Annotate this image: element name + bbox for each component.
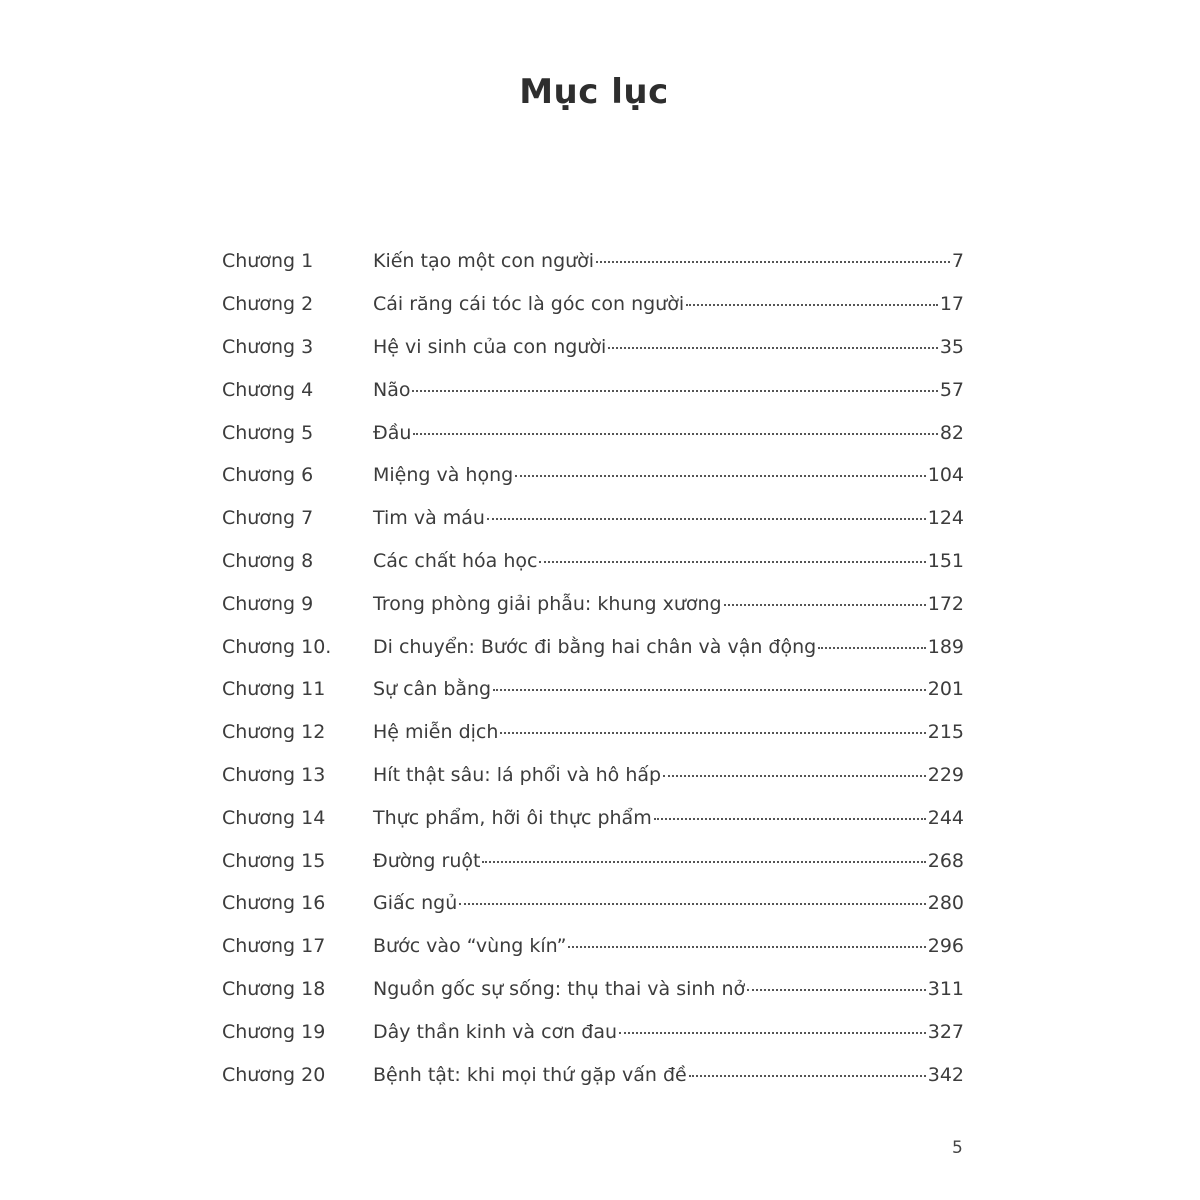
dot-leader [412,390,937,392]
entry-line [373,550,964,572]
page-number: 57 [939,378,964,401]
chapter-label: Chương 7 [222,507,314,530]
dot-leader [487,518,926,520]
page-number: 124 [927,507,964,530]
chapter-title: Sự cân bằng [373,678,492,701]
toc-entry [222,754,964,797]
chapter-label: Chương 11 [222,678,326,701]
dot-leader [818,647,926,649]
chapter-title: Di chuyển: Bước đi bằng hai chân và vận động [373,635,817,658]
chapter-title: Tim và máu [373,507,485,530]
table-of-contents [222,240,964,1096]
entry-line [373,507,964,529]
chapter-label: Chương 16 [222,892,326,915]
dot-leader [686,304,938,306]
chapter-title: Đường ruột [373,849,481,872]
chapter-title: Cái răng cái tóc là góc con người [373,293,685,316]
toc-entry [222,711,964,754]
chapter-title: Não [373,378,411,401]
dot-leader [689,1075,926,1077]
page-number: 244 [927,806,964,829]
entry-line [373,336,964,358]
toc-entry [222,882,964,925]
chapter-title: Nguồn gốc sự sống: thụ thai và sinh nở [373,977,746,1000]
chapter-title: Dây thần kinh và cơn đau [373,1020,618,1043]
dot-leader [493,689,926,691]
toc-entry [222,968,964,1011]
toc-entry [222,582,964,625]
chapter-title: Trong phòng giải phẫu: khung xương [373,592,722,615]
chapter-label: Chương 12 [222,721,326,744]
page-number: 189 [927,635,964,658]
toc-entry [222,283,964,326]
page-number: 296 [927,935,964,958]
toc-entry [222,368,964,411]
page-number: 35 [939,335,964,358]
chapter-title: Kiến tạo một con người [373,250,595,273]
entry-line [373,293,964,315]
page-number: 104 [927,464,964,487]
chapter-title: Hệ miễn dịch [373,721,499,744]
chapter-label: Chương 14 [222,806,326,829]
page-number: 215 [927,721,964,744]
chapter-label: Chương 20 [222,1063,326,1086]
dot-leader [747,989,926,991]
chapter-title: Bước vào “vùng kín” [373,935,567,958]
entry-line [373,464,964,486]
toc-entry [222,839,964,882]
toc-entry [222,668,964,711]
page-number: 327 [927,1020,964,1043]
toc-entry [222,540,964,583]
entry-line [373,678,964,700]
page-number: 17 [939,293,964,316]
entry-line [373,892,964,914]
chapter-title: Hệ vi sinh của con người [373,335,607,358]
chapter-title: Đầu [373,421,412,444]
dot-leader [663,775,926,777]
page-title: Mục lục [519,72,669,112]
toc-entry [222,1053,964,1096]
dot-leader [459,903,925,905]
toc-entry [222,411,964,454]
dot-leader [596,261,950,263]
entry-line [373,636,964,658]
page-number: 342 [927,1063,964,1086]
chapter-label: Chương 6 [222,464,314,487]
entry-line [373,764,964,786]
chapter-label: Chương 18 [222,977,326,1000]
toc-entry [222,454,964,497]
chapter-title: Miệng và họng [373,464,514,487]
page-number: 280 [927,892,964,915]
entry-line [373,422,964,444]
dot-leader [568,946,925,948]
entry-line [373,850,964,872]
dot-leader [608,347,938,349]
chapter-label: Chương 2 [222,293,314,316]
dot-leader [482,861,925,863]
page-number: 151 [927,549,964,572]
toc-entry [222,326,964,369]
chapter-label: Chương 1 [222,250,314,273]
chapter-label: Chương 17 [222,935,326,958]
entry-line [373,978,964,1000]
dot-leader [515,475,926,477]
chapter-label: Chương 15 [222,849,326,872]
chapter-title: Thực phẩm, hỡi ôi thực phẩm [373,806,652,829]
chapter-title: Hít thật sâu: lá phổi và hô hấp [373,763,662,786]
chapter-title: Giấc ngủ [373,892,458,915]
page-number: 7 [951,250,964,273]
entry-line [373,250,964,272]
toc-entry [222,796,964,839]
page-number: 172 [927,592,964,615]
chapter-label: Chương 10. [222,635,332,658]
dot-leader [654,818,926,820]
dot-leader [413,433,937,435]
toc-entry [222,1010,964,1053]
entry-line [373,593,964,615]
dot-leader [724,604,926,606]
chapter-label: Chương 8 [222,549,314,572]
page-number: 229 [927,763,964,786]
chapter-label: Chương 19 [222,1020,326,1043]
toc-entry [222,925,964,968]
chapter-title: Bệnh tật: khi mọi thứ gặp vấn đề [373,1063,687,1086]
dot-leader [619,1032,926,1034]
chapter-label: Chương 13 [222,763,326,786]
chapter-label: Chương 4 [222,378,314,401]
page-number: 82 [939,421,964,444]
entry-line [373,935,964,957]
toc-entry [222,497,964,540]
chapter-label: Chương 5 [222,421,314,444]
entry-line [373,1021,964,1043]
page-folio-number: 5 [952,1138,963,1158]
chapter-title: Các chất hóa học [373,549,538,572]
page-number: 201 [927,678,964,701]
page-number: 268 [927,849,964,872]
toc-entry [222,625,964,668]
chapter-label: Chương 9 [222,592,314,615]
entry-line [373,379,964,401]
chapter-label: Chương 3 [222,335,314,358]
toc-entry [222,240,964,283]
entry-line [373,721,964,743]
dot-leader [539,561,925,563]
page-number: 311 [927,977,964,1000]
entry-line [373,807,964,829]
dot-leader [500,732,925,734]
entry-line [373,1064,964,1086]
